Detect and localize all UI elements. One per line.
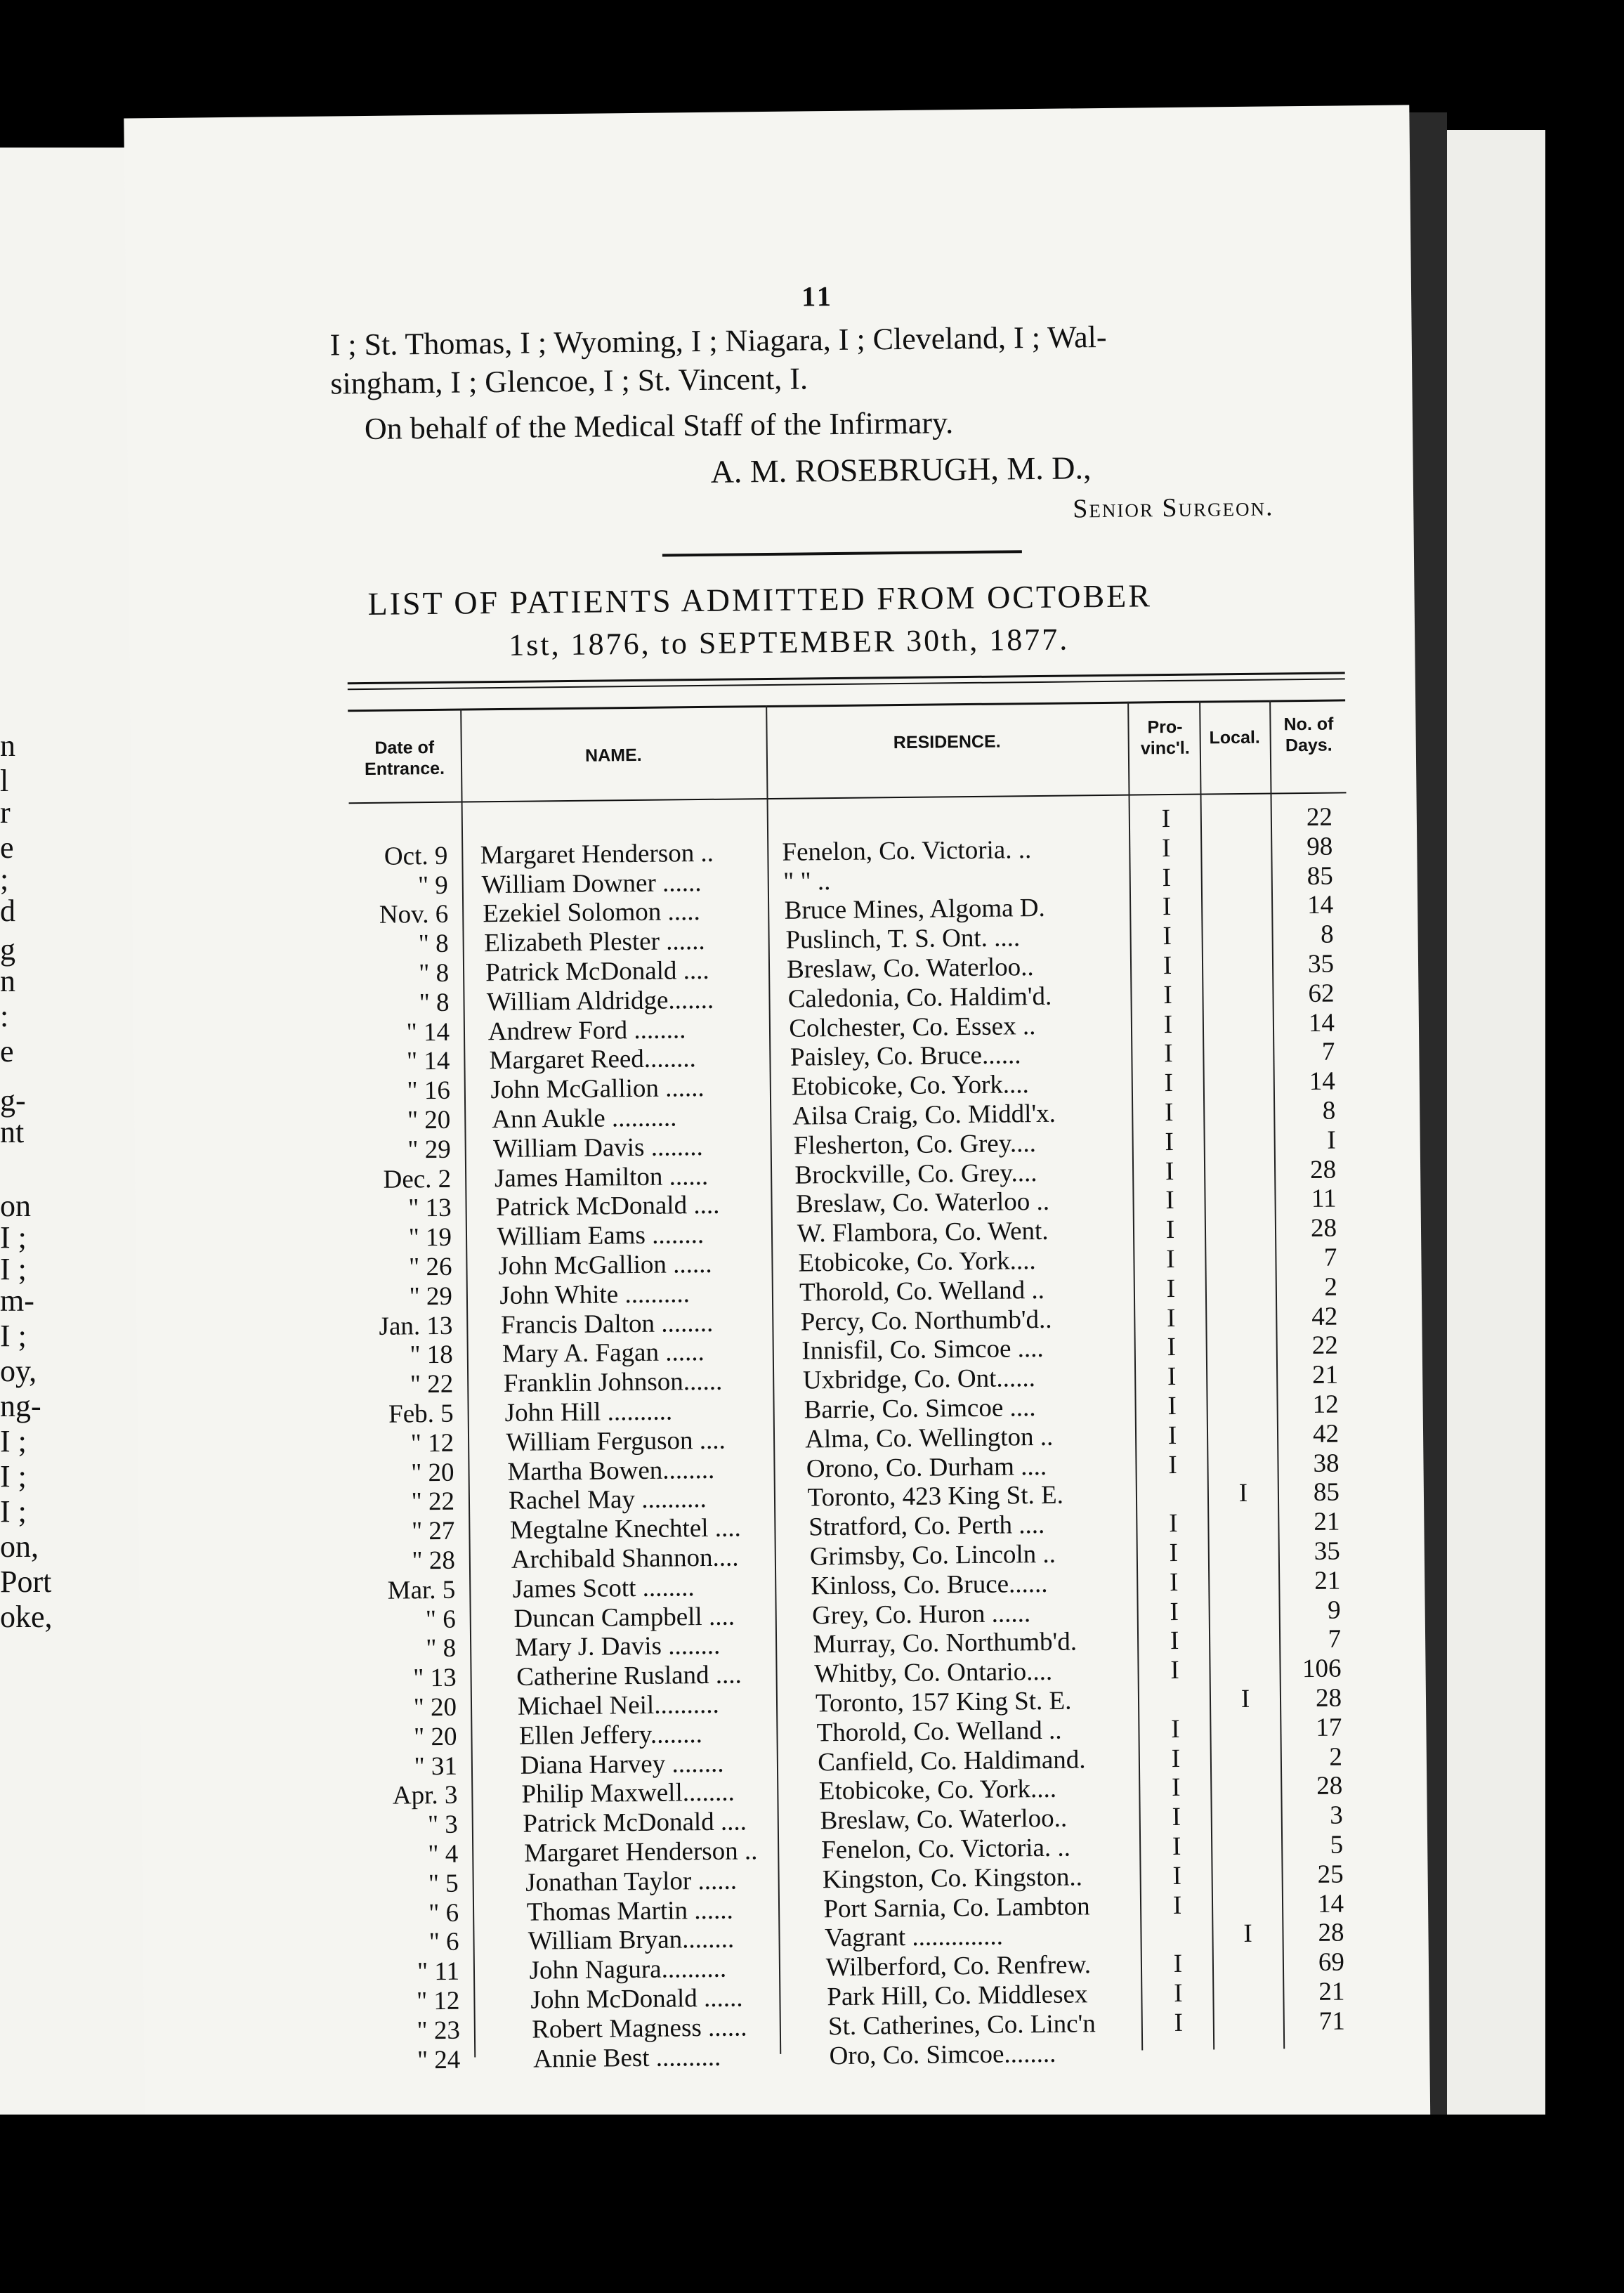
row-provincial-mark: I	[1168, 1509, 1178, 1539]
column-divider	[1269, 700, 1285, 2049]
row-days: 85	[1313, 1477, 1340, 1508]
row-provincial-mark: I	[1172, 1831, 1181, 1862]
row-date: Nov. 6	[379, 900, 449, 930]
row-provincial-mark: I	[1163, 1010, 1173, 1039]
row-residence: Puslinch, T. S. Ont. ....	[785, 923, 1021, 955]
row-days: 69	[1318, 1947, 1345, 1978]
left-page-fragment: g-	[0, 1083, 26, 1118]
row-days: 28	[1318, 1918, 1344, 1948]
left-page-fragment: r	[0, 795, 11, 830]
row-provincial-mark: I	[1164, 1069, 1174, 1098]
row-date: " 26	[408, 1252, 452, 1282]
row-date: " 8	[419, 958, 450, 988]
row-name: Catherine Rusland ....	[516, 1660, 742, 1692]
row-provincial-mark: I	[1173, 1949, 1183, 1979]
signature-title: Senior Surgeon.	[1073, 492, 1274, 524]
row-provincial-mark: I	[1169, 1538, 1179, 1568]
row-date: " 27	[411, 1516, 455, 1546]
row-days: 21	[1314, 1566, 1341, 1595]
row-name: John White ..........	[499, 1279, 690, 1310]
row-days: 14	[1308, 1008, 1335, 1038]
row-name: John McGallion ......	[498, 1249, 712, 1281]
row-days: 14	[1309, 1066, 1336, 1097]
row-days: 21	[1311, 1360, 1339, 1390]
row-name: Ellen Jeffery........	[518, 1719, 703, 1751]
row-name: Andrew Ford ........	[487, 1014, 686, 1046]
row-residence: Grimsby, Co. Lincoln ..	[809, 1539, 1056, 1572]
row-days: 85	[1307, 861, 1333, 891]
row-name: William Eams ........	[497, 1220, 705, 1252]
left-page-fragment: I ;	[0, 1459, 27, 1494]
row-days: 14	[1307, 890, 1334, 920]
row-provincial-mark: I	[1169, 1567, 1179, 1597]
row-days: I	[1327, 1125, 1336, 1155]
row-residence: Wilberford, Co. Renfrew.	[825, 1950, 1092, 1982]
left-page-fragment: n	[0, 964, 15, 998]
row-residence: Thorold, Co. Welland ..	[816, 1716, 1062, 1748]
row-name: Patrick McDonald ....	[485, 955, 709, 988]
row-date: " 31	[414, 1751, 458, 1781]
row-date: Feb. 5	[388, 1399, 454, 1429]
row-days: 3	[1330, 1801, 1343, 1830]
row-date: " 11	[417, 1956, 460, 1987]
row-provincial-mark: I	[1174, 2008, 1184, 2037]
row-date	[335, 813, 447, 814]
header-residence: RESIDENCE.	[893, 731, 1001, 753]
row-residence: St. Catherines, Co. Linc'n	[827, 2009, 1096, 2041]
row-residence: Stratford, Co. Perth ....	[808, 1510, 1045, 1542]
left-page-fragment: oy,	[0, 1354, 37, 1388]
row-residence: Innisfil, Co. Simcoe ....	[801, 1334, 1044, 1366]
row-provincial-mark: I	[1166, 1274, 1176, 1303]
row-residence: Brockville, Co. Grey....	[794, 1158, 1037, 1190]
left-page-fragment: m-	[0, 1283, 34, 1318]
row-name: Michael Neil..........	[517, 1690, 719, 1721]
row-provincial-mark: I	[1167, 1391, 1177, 1421]
row-days: 12	[1312, 1390, 1339, 1419]
left-page-fragment: e	[0, 1034, 14, 1069]
row-provincial-mark: I	[1171, 1744, 1181, 1773]
row-days: 14	[1317, 1889, 1344, 1919]
row-residence: Toronto, 423 King St. E.	[807, 1481, 1064, 1513]
row-days: 21	[1318, 1977, 1345, 2006]
row-date: Apr. 3	[392, 1781, 458, 1811]
row-days: 25	[1317, 1860, 1344, 1889]
signature-name: A. M. ROSEBRUGH, M. D.,	[710, 450, 1092, 490]
row-provincial-mark: I	[1165, 1156, 1174, 1186]
column-divider	[1127, 702, 1143, 2051]
row-days: 98	[1307, 832, 1333, 861]
row-date: " 19	[408, 1222, 452, 1253]
row-name: Franklin Johnson......	[503, 1366, 723, 1399]
row-days: 9	[1327, 1595, 1341, 1625]
row-residence: Paisley, Co. Bruce......	[790, 1040, 1021, 1073]
row-name: William Ferguson ....	[506, 1425, 726, 1457]
row-days: 28	[1315, 1683, 1342, 1713]
left-page-fragment: I ;	[0, 1252, 27, 1286]
row-date: " 13	[408, 1194, 452, 1223]
row-residence: Murray, Co. Northumb'd.	[813, 1627, 1078, 1659]
row-residence: Etobicoke, Co. York....	[798, 1246, 1036, 1278]
row-days: 71	[1318, 2006, 1346, 2036]
document-page	[124, 105, 1430, 2169]
row-residence: Percy, Co. Northumb'd..	[800, 1305, 1052, 1337]
row-residence: Ailsa Craig, Co. Middl'x.	[792, 1099, 1056, 1131]
left-page-fragment: I ;	[0, 1319, 27, 1353]
row-date: " 14	[406, 1017, 450, 1047]
left-page-fragment: ng-	[0, 1389, 41, 1423]
left-page-fragment: n	[0, 729, 15, 763]
row-date: " 8	[426, 1634, 457, 1664]
row-date: " 24	[417, 2045, 461, 2075]
row-residence: Park Hill, Co. Middlesex	[827, 1980, 1088, 2012]
row-days: 21	[1314, 1507, 1340, 1537]
next-page-edge	[1447, 130, 1545, 2118]
left-page-fragment: e	[0, 830, 14, 865]
row-name: Patrick McDonald ....	[495, 1191, 720, 1222]
row-date: " 23	[417, 2016, 461, 2046]
row-date: " 8	[418, 929, 449, 959]
left-page-fragment: Port	[0, 1564, 52, 1599]
row-name: Margaret Henderson ..	[524, 1836, 758, 1868]
row-residence: Grey, Co. Huron ......	[811, 1598, 1031, 1631]
row-name: Archibald Shannon....	[511, 1543, 739, 1574]
row-provincial-mark: I	[1170, 1597, 1179, 1626]
row-date: Dec. 2	[383, 1164, 452, 1194]
row-residence: Port Sarnia, Co. Lambton	[823, 1891, 1090, 1923]
row-name: Diana Harvey ........	[520, 1749, 724, 1780]
row-name: John McDonald ......	[530, 1983, 743, 2015]
column-divider	[460, 709, 476, 2058]
left-page-fragment: I ;	[0, 1494, 27, 1529]
row-provincial-mark: I	[1166, 1303, 1176, 1333]
row-date: " 9	[417, 870, 449, 900]
row-days: 28	[1309, 1155, 1337, 1184]
table-header-top-rule	[348, 699, 1345, 712]
table-top-rule-thin	[348, 678, 1345, 690]
row-residence: Whitby, Co. Ontario....	[814, 1657, 1053, 1689]
row-provincial-mark: I	[1167, 1420, 1177, 1450]
row-date: " 5	[428, 1869, 459, 1898]
row-name: Margaret Henderson ..	[480, 838, 714, 870]
header-provincial: Pro- vinc'l.	[1140, 717, 1190, 759]
left-page-fragment: nt	[0, 1115, 25, 1149]
row-residence: Orono, Co. Durham ....	[806, 1451, 1047, 1484]
row-name: Philip Maxwell........	[521, 1777, 735, 1810]
header-local: Local.	[1209, 727, 1260, 748]
section-divider	[662, 550, 1022, 556]
row-name: John McGallion ......	[490, 1073, 705, 1105]
row-provincial-mark: I	[1162, 892, 1172, 922]
row-date: " 6	[428, 1898, 459, 1928]
row-days: 11	[1311, 1184, 1337, 1214]
row-provincial-mark: I	[1171, 1773, 1181, 1803]
row-date: " 16	[407, 1076, 451, 1106]
scan-border	[0, 2115, 1624, 2293]
row-residence: Kingston, Co. Kingston..	[822, 1862, 1083, 1895]
row-name: William Downer ......	[481, 868, 702, 899]
row-date: Mar. 5	[387, 1575, 456, 1605]
left-page-fragment: :	[0, 999, 9, 1033]
row-name: John Hill ..........	[504, 1397, 673, 1428]
row-provincial-mark: I	[1166, 1244, 1175, 1274]
row-name: William Davis ........	[492, 1132, 703, 1163]
row-residence: W. Flambora, Co. Went.	[797, 1217, 1049, 1248]
row-days: 2	[1329, 1742, 1343, 1772]
left-page-fragment: ;	[0, 862, 9, 896]
row-provincial-mark: I	[1163, 980, 1172, 1010]
row-days: 62	[1308, 979, 1335, 1008]
row-residence: Fenelon, Co. Victoria. ..	[821, 1833, 1071, 1865]
row-provincial-mark: I	[1171, 1714, 1180, 1744]
row-days: 42	[1311, 1302, 1338, 1331]
row-date: " 4	[428, 1839, 459, 1869]
row-name: Robert Magness ......	[532, 2013, 747, 2044]
left-page-fragment: I ;	[0, 1220, 27, 1255]
row-date: " 20	[413, 1692, 457, 1723]
row-residence: Toronto, 157 King St. E.	[815, 1686, 1072, 1718]
row-provincial-mark: I	[1168, 1450, 1177, 1479]
row-provincial-mark: I	[1164, 1097, 1174, 1128]
row-date: " 20	[407, 1105, 451, 1135]
row-name: William Bryan........	[528, 1924, 735, 1956]
row-days: 38	[1313, 1449, 1340, 1478]
left-page-fragment: I ;	[0, 1424, 27, 1458]
row-name: John Nagura..........	[529, 1954, 727, 1985]
row-days: 8	[1322, 1096, 1336, 1125]
row-local-mark: I	[1238, 1479, 1248, 1508]
row-residence: Uxbridge, Co. Ont......	[802, 1364, 1036, 1395]
row-provincial-mark: I	[1161, 804, 1171, 834]
row-name: Francis Dalton ........	[500, 1308, 714, 1340]
left-page-fragment: l	[0, 764, 9, 798]
row-days: 28	[1310, 1213, 1337, 1243]
row-days: 7	[1321, 1037, 1335, 1067]
row-name: Jonathan Taylor ......	[525, 1866, 738, 1897]
row-residence: Breslaw, Co. Waterloo ..	[795, 1187, 1050, 1220]
row-residence: Etobicoke, Co. York....	[791, 1070, 1029, 1102]
page-number: 11	[801, 280, 834, 313]
row-provincial-mark: I	[1163, 922, 1172, 951]
row-provincial-mark: I	[1163, 1039, 1173, 1069]
row-residence: Caledonia, Co. Haldim'd.	[787, 981, 1052, 1014]
row-name: Megtalne Knechtel ....	[509, 1513, 741, 1546]
row-provincial-mark: I	[1165, 1215, 1175, 1245]
row-date: " 12	[416, 1986, 460, 2016]
row-date: " 6	[425, 1605, 456, 1634]
row-date: " 29	[409, 1281, 453, 1312]
row-days: 17	[1316, 1713, 1342, 1742]
row-date: " 13	[413, 1663, 457, 1693]
row-date: " 28	[412, 1546, 456, 1576]
row-provincial-mark: I	[1161, 833, 1171, 863]
row-days: 22	[1311, 1331, 1338, 1361]
row-residence: Breslaw, Co. Waterloo..	[786, 953, 1034, 984]
row-provincial-mark: I	[1170, 1626, 1179, 1656]
row-residence: Fenelon, Co. Victoria. ..	[782, 835, 1032, 867]
left-page-fragment: on	[0, 1189, 31, 1223]
row-name: William Aldridge.......	[486, 985, 714, 1017]
row-residence: Bruce Mines, Algoma D.	[784, 894, 1045, 926]
row-date: " 29	[407, 1135, 451, 1165]
row-provincial-mark: I	[1163, 950, 1172, 981]
row-date: " 8	[419, 988, 450, 1018]
list-title-line-2: 1st, 1876, to SEPTEMBER 30th, 1877.	[508, 622, 1070, 662]
row-date: " 20	[413, 1722, 457, 1752]
row-date: " 20	[410, 1458, 454, 1487]
row-provincial-mark: I	[1172, 1803, 1181, 1832]
row-provincial-mark: I	[1172, 1890, 1182, 1920]
row-name: James Scott ........	[512, 1572, 695, 1604]
row-date: " 3	[427, 1810, 459, 1840]
row-date: " 18	[410, 1340, 454, 1370]
row-local-mark: I	[1240, 1684, 1250, 1714]
row-name: Margaret Reed........	[489, 1044, 697, 1076]
header-days: No. of Days.	[1283, 714, 1334, 756]
header-name: NAME.	[584, 745, 642, 766]
row-provincial-mark: I	[1170, 1656, 1179, 1685]
row-provincial-mark: I	[1172, 1861, 1181, 1890]
row-residence: Thorold, Co. Welland ..	[799, 1275, 1045, 1307]
row-days: 35	[1307, 949, 1335, 979]
row-days: 7	[1328, 1624, 1342, 1654]
row-residence: Etobicoke, Co. York....	[818, 1775, 1057, 1806]
list-title-line-1: LIST OF PATIENTS ADMITTED FROM OCTOBER	[367, 577, 1153, 622]
row-days: 35	[1314, 1536, 1341, 1566]
row-provincial-mark: I	[1167, 1333, 1177, 1362]
row-residence: " " ..	[782, 866, 831, 896]
table-top-rule	[348, 672, 1345, 684]
left-page-fragment: g	[0, 932, 15, 967]
row-residence: Flesherton, Co. Grey....	[793, 1128, 1037, 1161]
intro-line-2: singham, I ; Glencoe, I ; St. Vincent, I.	[330, 361, 808, 401]
row-days: 106	[1302, 1654, 1342, 1684]
patients-table	[348, 699, 1359, 2075]
row-days: 8	[1320, 920, 1334, 949]
row-name: James Hamilton ......	[494, 1161, 709, 1193]
row-residence: Barrie, Co. Simcoe ....	[804, 1393, 1036, 1425]
column-divider	[766, 705, 781, 2054]
row-days: 7	[1323, 1243, 1337, 1272]
row-name: Elizabeth Plester ......	[484, 927, 705, 958]
row-provincial-mark: I	[1167, 1362, 1177, 1392]
row-name: Mary J. Davis ........	[515, 1631, 721, 1663]
row-date: " 22	[411, 1487, 455, 1517]
row-date: " 12	[410, 1428, 454, 1458]
row-days: 5	[1330, 1830, 1344, 1860]
row-days: 22	[1306, 802, 1333, 832]
left-page-fragment: on,	[0, 1529, 39, 1564]
row-residence: Vagrant ..............	[824, 1921, 1004, 1953]
row-date: " 14	[406, 1047, 450, 1076]
column-divider	[1199, 701, 1214, 2050]
row-name: Thomas Martin ......	[526, 1895, 734, 1927]
row-residence: Colchester, Co. Essex ..	[789, 1011, 1036, 1043]
row-name: Patrick McDonald ....	[523, 1807, 747, 1838]
row-residence: Oro, Co. Simcoe........	[829, 2039, 1056, 2070]
row-date: " 22	[410, 1369, 454, 1399]
row-date: " 6	[428, 1928, 459, 1957]
row-residence: Breslaw, Co. Waterloo..	[820, 1803, 1068, 1836]
row-residence: Canfield, Co. Haldimand.	[818, 1744, 1086, 1777]
row-provincial-mark: I	[1162, 863, 1172, 892]
row-date: Jan. 13	[379, 1311, 453, 1341]
row-name: Annie Best ..........	[532, 2042, 721, 2074]
intro-line-3: On behalf of the Medical Staff of the Infirmary.	[364, 405, 954, 446]
left-page-fragment: d	[0, 894, 15, 928]
row-name: Ann Aukle ..........	[492, 1103, 677, 1135]
row-residence: Kinloss, Co. Bruce......	[811, 1569, 1048, 1601]
row-provincial-mark: I	[1173, 1978, 1183, 2008]
row-days: 2	[1324, 1272, 1338, 1302]
row-name: Rachel May ..........	[508, 1484, 707, 1516]
row-name: Duncan Campbell ....	[513, 1602, 735, 1633]
table-header-bottom-rule	[349, 792, 1347, 804]
row-name: Ezekiel Solomon .....	[483, 897, 700, 929]
row-provincial-mark: I	[1165, 1186, 1174, 1215]
left-page-fragment: oke,	[0, 1600, 53, 1634]
row-date: Oct. 9	[384, 841, 448, 871]
row-local-mark: I	[1243, 1919, 1252, 1949]
header-date: Date of Entrance.	[364, 737, 445, 780]
row-provincial-mark: I	[1165, 1127, 1174, 1156]
row-days: 28	[1316, 1771, 1343, 1801]
row-residence: Alma, Co. Wellington ..	[805, 1422, 1054, 1454]
row-name: Martha Bowen........	[507, 1455, 715, 1487]
row-name: Mary A. Fagan ......	[502, 1338, 705, 1369]
row-days: 42	[1312, 1419, 1340, 1449]
intro-line-1: I ; St. Thomas, I ; Wyoming, I ; Niagara, I ; Cleveland, I ; Wal-	[329, 319, 1107, 362]
